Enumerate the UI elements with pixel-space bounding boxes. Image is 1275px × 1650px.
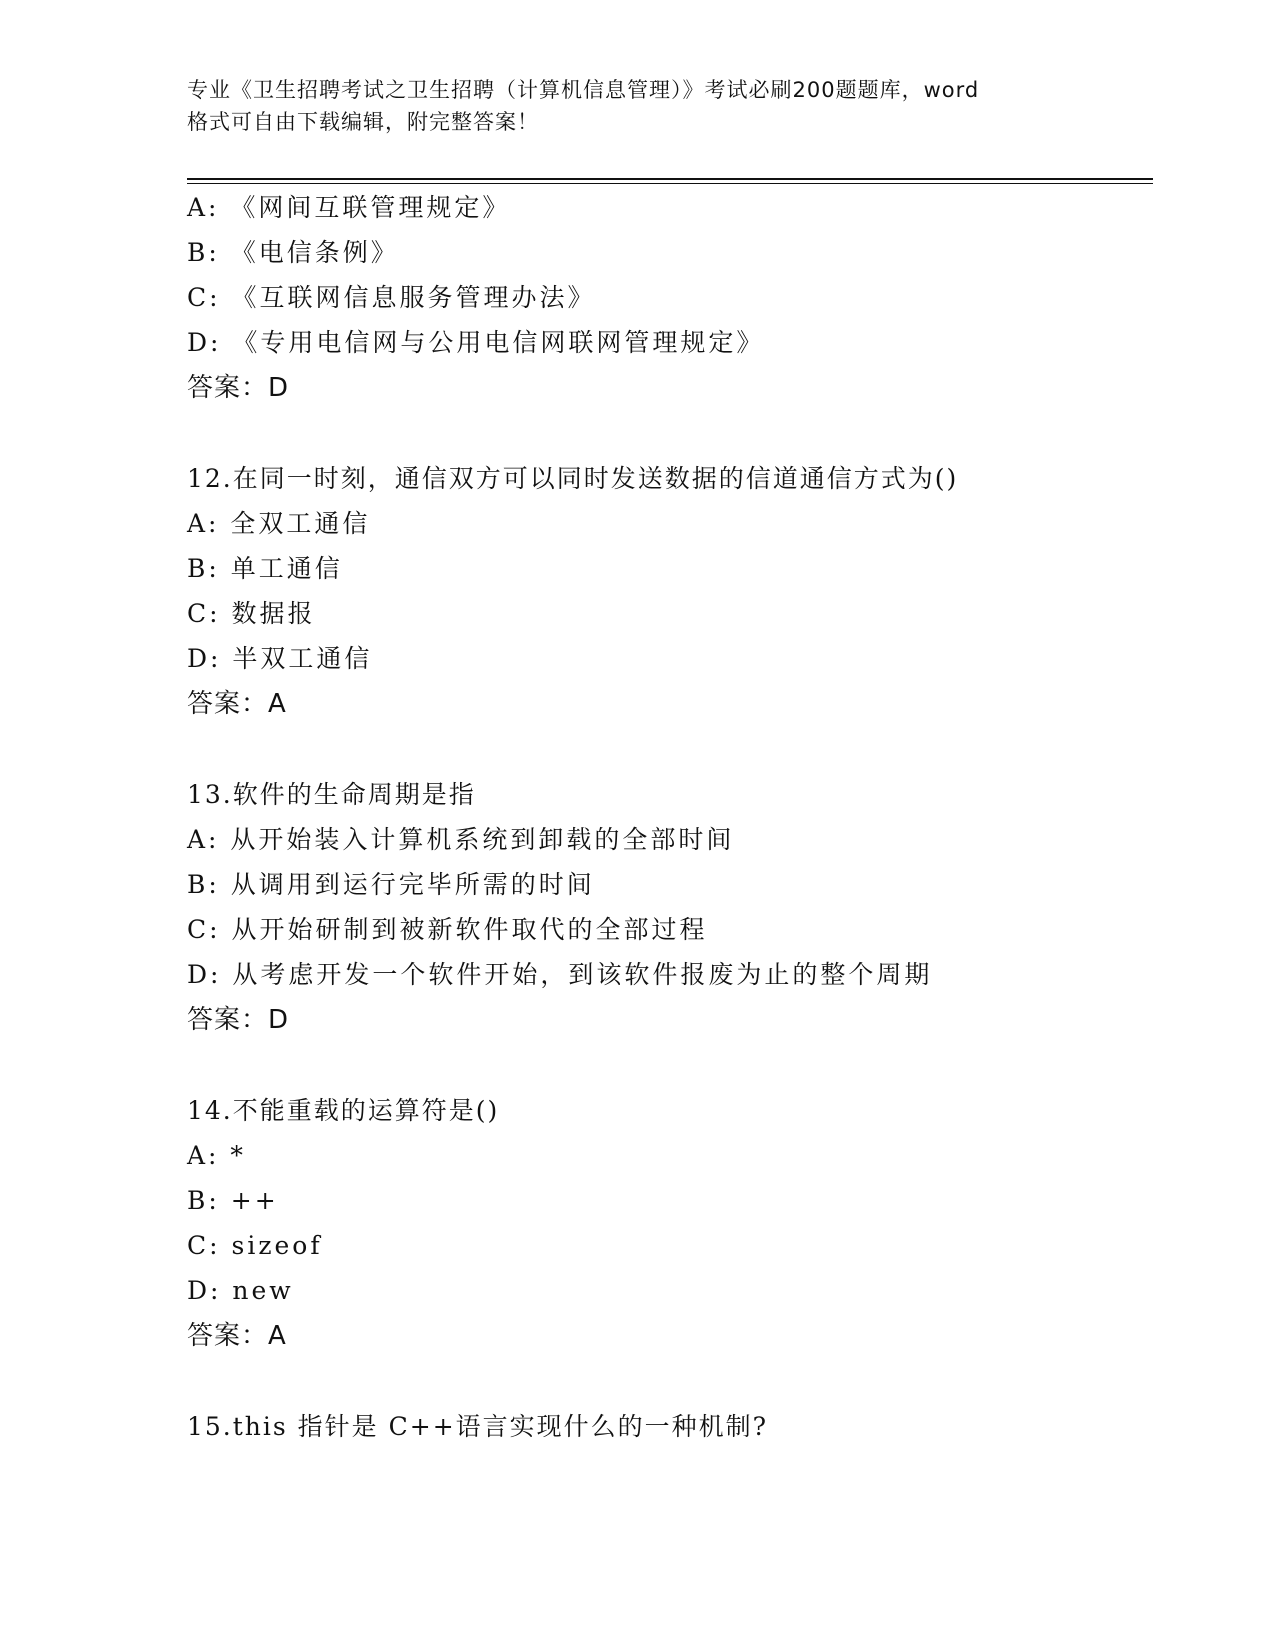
q14-option-a: A: *	[187, 1141, 246, 1170]
q13-option-d: D: 从考虑开发一个软件开始，到该软件报废为止的整个周期	[187, 960, 933, 989]
q11-option-c: C: 《互联网信息服务管理办法》	[187, 283, 596, 312]
q12-option-c: C: 数据报	[187, 599, 316, 628]
document-header	[187, 74, 1107, 138]
q12-option-d: D: 半双工通信	[187, 644, 373, 673]
header-line-1: 专业《卫生招聘考试之卫生招聘（计算机信息管理）》考试必刷200题题库，word	[187, 78, 980, 102]
q12-option-a: A: 全双工通信	[187, 509, 371, 538]
q14-option-c: C: sizeof	[187, 1231, 323, 1260]
q11-option-b: B: 《电信条例》	[187, 238, 399, 267]
q14-answer: 答案：A	[187, 1321, 287, 1351]
header-divider-thick	[187, 178, 1153, 180]
q13-question: 13.软件的生命周期是指	[187, 780, 476, 809]
q14-option-b: B: ++	[187, 1186, 279, 1215]
q14-option-d: D: new	[187, 1276, 294, 1305]
header-divider-thin	[187, 183, 1153, 184]
q11-option-d: D: 《专用电信网与公用电信网联网管理规定》	[187, 328, 765, 357]
q12-question: 12.在同一时刻，通信双方可以同时发送数据的信道通信方式为()	[187, 464, 959, 493]
q13-option-a: A: 从开始装入计算机系统到卸载的全部时间	[187, 825, 735, 854]
q15-question: 15.this 指针是 C++语言实现什么的一种机制?	[187, 1412, 769, 1441]
q13-answer: 答案：D	[187, 1005, 290, 1035]
q14-question: 14.不能重载的运算符是()	[187, 1096, 500, 1125]
q11-answer: 答案：D	[187, 373, 290, 403]
q12-answer: 答案：A	[187, 689, 287, 719]
q13-option-b: B: 从调用到运行完毕所需的时间	[187, 870, 595, 899]
header-line-2: 格式可自由下载编辑，附完整答案！	[187, 110, 539, 134]
q12-option-b: B: 单工通信	[187, 554, 343, 583]
q11-option-a: A: 《网间互联管理规定》	[187, 193, 511, 222]
q13-option-c: C: 从开始研制到被新软件取代的全部过程	[187, 915, 708, 944]
